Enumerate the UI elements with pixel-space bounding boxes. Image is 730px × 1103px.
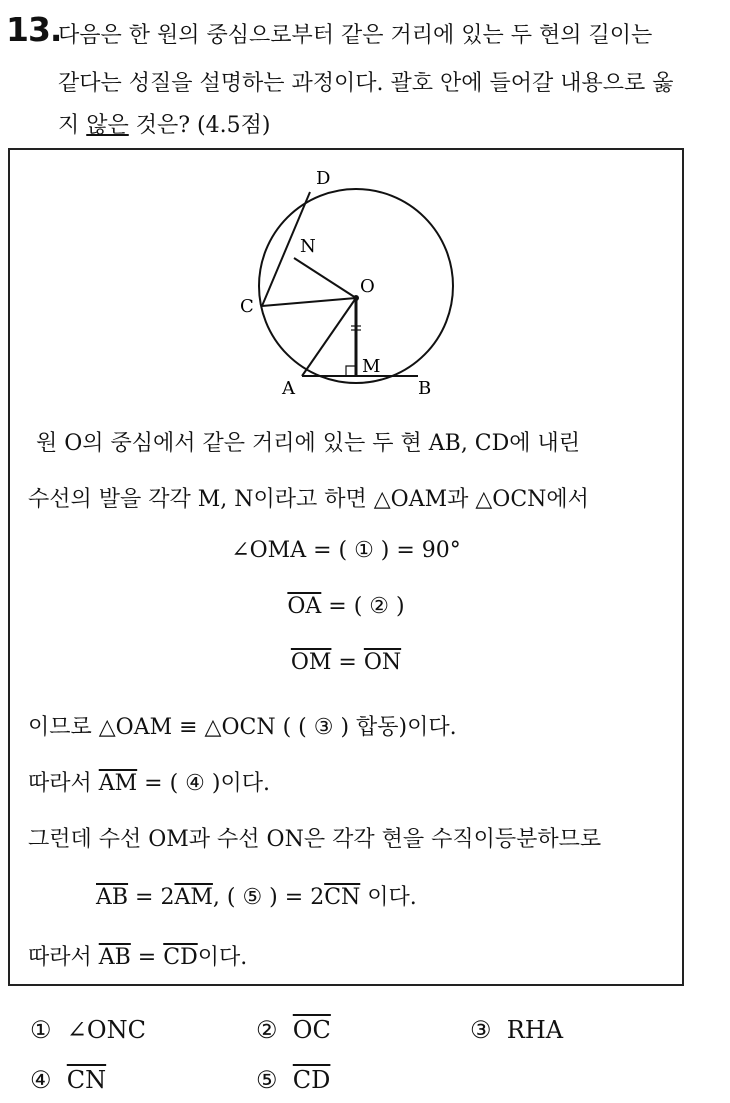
proof-line6: $\overline{AB} = 2\overline{AM}$, ( ⑤ ) = $2\overline{CN}$ 이다. [96, 885, 417, 910]
radius-oc [262, 298, 356, 306]
label-b: B [418, 378, 432, 399]
emphasis-not: 않은 [86, 113, 129, 138]
label-m: M [362, 356, 381, 377]
choice-5[interactable]: ⑤ $\overline{CD}$ [256, 1066, 331, 1094]
label-a: A [282, 378, 295, 399]
label-c: C [240, 296, 254, 317]
proof-line7: 따라서 $\overline{AB} = \overline{CD}$이다. [28, 945, 248, 970]
proof-line2: 수선의 발을 각각 M, N이라고 하면 △OAM과 △OCN에서 [28, 487, 589, 512]
choice-2[interactable]: ② $\overline{OC}$ [256, 1016, 331, 1044]
proof-box [8, 148, 684, 986]
choice-3[interactable]: ③ RHA [470, 1016, 564, 1044]
question-number: 13. [6, 10, 62, 49]
proof-line1: 원 O의 중심에서 같은 거리에 있는 두 현 AB, CD에 내린 [36, 431, 581, 456]
label-o: O [360, 276, 375, 297]
proof-line5: 그런데 수선 OM과 수선 ON은 각각 현을 수직이등분하므로 [28, 827, 602, 852]
question-text-line2: 같다는 성질을 설명하는 과정이다. 괄호 안에 들어갈 내용으로 옳 [58, 71, 674, 96]
question-text-line3: 지 않은 것은? (4.5점) [58, 113, 271, 138]
segment-on [294, 258, 356, 298]
equation-angle: ∠OMA = ( ① ) = 90° [231, 538, 461, 563]
equation-om-on: $\overline{OM} = \overline{ON}$ [290, 650, 402, 675]
choice-4[interactable]: ④ $\overline{CN}$ [30, 1066, 107, 1094]
center-point [353, 295, 359, 301]
question-text-line1: 다음은 한 원의 중심으로부터 같은 거리에 있는 두 현의 길이는 [58, 23, 653, 48]
radius-oa [302, 298, 356, 376]
label-n: N [300, 236, 316, 257]
equation-oa: $\overline{OA}$ = ( ② ) [287, 594, 405, 619]
circle-diagram [230, 160, 470, 400]
label-d: D [316, 168, 331, 189]
proof-line4: 따라서 $\overline{AM}$ = ( ④ )이다. [28, 771, 270, 796]
choice-1[interactable]: ① ∠ONC [30, 1016, 146, 1044]
proof-line3: 이므로 △OAM ≡ △OCN ( ( ③ ) 합동)이다. [28, 715, 457, 740]
